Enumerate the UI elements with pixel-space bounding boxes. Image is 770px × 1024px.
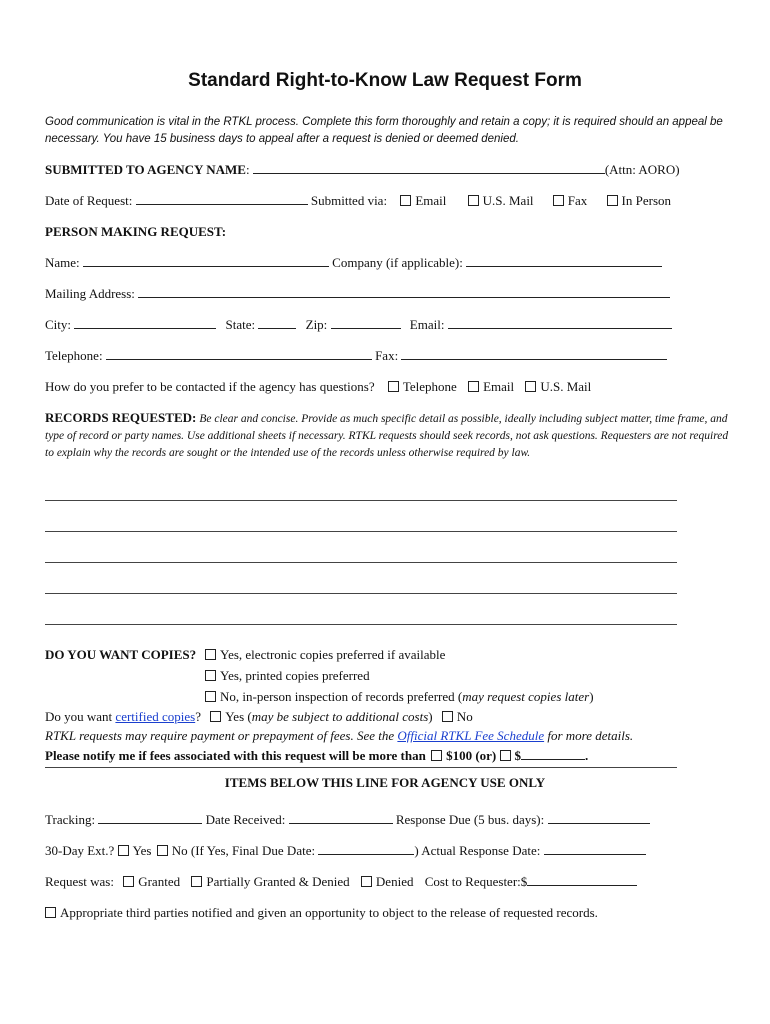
checkbox[interactable]	[45, 907, 56, 918]
intro-text: Good communication is vital in the RTKL process. Complete this form thoroughly and retain a copy; it is required should an appeal be necessary. You have 15 business days to appeal after a request is denied or deemed denied.	[45, 116, 723, 145]
city-field[interactable]	[74, 317, 216, 329]
records-section	[45, 410, 730, 461]
checkbox[interactable]	[361, 876, 372, 887]
checkbox[interactable]	[525, 381, 536, 392]
tracking-label: Tracking:	[45, 812, 96, 827]
mailing-row	[45, 286, 670, 302]
telephone-field[interactable]	[106, 348, 372, 360]
records-line-5[interactable]	[45, 624, 677, 625]
received-field[interactable]	[289, 812, 393, 824]
certified-no-option[interactable]: No	[442, 709, 473, 724]
via-mail-option[interactable]: U.S. Mail	[468, 193, 534, 208]
certified-copies-link[interactable]: certified copies	[115, 709, 196, 724]
zip-label: Zip:	[305, 317, 328, 332]
checkbox[interactable]	[388, 381, 399, 392]
checkbox[interactable]	[157, 845, 168, 856]
received-label: Date Received:	[205, 812, 286, 827]
date-field[interactable]	[136, 193, 308, 205]
contact-row	[45, 379, 591, 395]
name-field[interactable]	[83, 255, 329, 267]
via-fax-option[interactable]: Fax	[553, 193, 588, 208]
extension-yes-option[interactable]: Yes	[118, 843, 152, 858]
records-note: Be clear and concise. Provide as much specific detail as possible, ideally including subject matter, time frame, and type of record or party names. Use additional sheets if necessary. RTKL requests should seek records, not ask questions. Requesters are not required to explain why the records are sought or the intended use of the records unless otherwise required by law.	[45, 413, 729, 459]
company-label: Company (if applicable):	[332, 255, 463, 270]
extension-no-option[interactable]: No (If Yes, Final Due Date:	[157, 843, 315, 858]
agency-name-field[interactable]	[253, 162, 605, 174]
extension-row: 30-Day Ext.? Yes No (If Yes, Final Due Date: ) Actual Response Date:	[45, 843, 646, 859]
fax-label: Fax:	[375, 348, 399, 363]
agency-divider	[45, 767, 677, 768]
checkbox[interactable]	[500, 750, 511, 761]
phone-row	[45, 348, 667, 364]
date-row	[45, 193, 671, 209]
form-title: Standard Right-to-Know Law Request Form	[188, 70, 582, 91]
telephone-label: Telephone:	[45, 348, 103, 363]
fee-note: RTKL requests may require payment or prepayment of fees. See the Official RTKL Fee Schedule for more details.	[45, 728, 634, 743]
name-label: Name:	[45, 255, 80, 270]
certified-yes-option[interactable]: Yes (may be subject to additional costs)	[210, 709, 432, 724]
mailing-label: Mailing Address:	[45, 286, 135, 301]
state-field[interactable]	[258, 317, 296, 329]
checkbox[interactable]	[442, 711, 453, 722]
certified-row: Do you want certified copies? Yes (may be subject to additional costs) No	[45, 709, 473, 724]
agency-label: SUBMITTED TO AGENCY NAME	[45, 162, 246, 177]
name-row	[45, 255, 662, 271]
status-label: Request was:	[45, 874, 114, 889]
via-in-person-option[interactable]: In Person	[607, 193, 671, 208]
city-label: City:	[45, 317, 72, 332]
company-field[interactable]	[466, 255, 662, 267]
final-due-field[interactable]	[318, 843, 414, 855]
records-line-1[interactable]	[45, 500, 677, 501]
records-line-4[interactable]	[45, 593, 677, 594]
date-label: Date of Request:	[45, 193, 133, 208]
checkbox[interactable]	[553, 195, 564, 206]
records-heading: RECORDS REQUESTED:	[45, 410, 197, 425]
status-denied-option[interactable]: Denied	[361, 874, 414, 889]
checkbox[interactable]	[431, 750, 442, 761]
records-line-2[interactable]	[45, 531, 677, 532]
third-party-option[interactable]: Appropriate third parties notified and given an opportunity to object to the release of requested records.	[45, 905, 598, 921]
records-line-3[interactable]	[45, 562, 677, 563]
contact-telephone-option[interactable]: Telephone	[388, 379, 457, 394]
state-label: State:	[225, 317, 256, 332]
checkbox[interactable]	[205, 649, 216, 660]
contact-question: How do you prefer to be contacted if the agency has questions?	[45, 379, 375, 394]
tracking-row	[45, 812, 650, 828]
person-heading: PERSON MAKING REQUEST:	[45, 224, 227, 239]
via-email-option[interactable]: Email	[400, 193, 446, 208]
city-row	[45, 317, 672, 333]
email-field[interactable]	[448, 317, 672, 329]
mailing-address-field[interactable]	[138, 286, 670, 298]
cost-field[interactable]	[527, 874, 637, 886]
checkbox[interactable]	[210, 711, 221, 722]
checkbox[interactable]	[468, 195, 479, 206]
checkbox[interactable]	[205, 670, 216, 681]
via-label: Submitted via:	[310, 193, 388, 208]
due-field[interactable]	[548, 812, 650, 824]
fee-100-option[interactable]: $100 (or)	[431, 748, 496, 763]
copies-electronic-option[interactable]: Yes, electronic copies preferred if available	[205, 647, 445, 663]
checkbox[interactable]	[123, 876, 134, 887]
actual-response-field[interactable]	[544, 843, 646, 855]
contact-email-option[interactable]: Email	[468, 379, 514, 394]
email-label: Email:	[409, 317, 445, 332]
fee-amount-field[interactable]	[521, 748, 585, 760]
cost-label: Cost to Requester:$	[424, 874, 528, 889]
checkbox[interactable]	[118, 845, 129, 856]
checkbox[interactable]	[468, 381, 479, 392]
agency-use-heading: ITEMS BELOW THIS LINE FOR AGENCY USE ONLY	[224, 775, 546, 790]
checkbox[interactable]	[607, 195, 618, 206]
copies-inspection-option[interactable]: No, in-person inspection of records preferred (may request copies later)	[205, 689, 594, 705]
status-partial-option[interactable]: Partially Granted & Denied	[191, 874, 349, 889]
contact-mail-option[interactable]: U.S. Mail	[525, 379, 591, 394]
zip-field[interactable]	[331, 317, 401, 329]
checkbox[interactable]	[191, 876, 202, 887]
due-label: Response Due (5 bus. days):	[395, 812, 545, 827]
fax-field[interactable]	[401, 348, 667, 360]
status-granted-option[interactable]: Granted	[123, 874, 180, 889]
agency-colon: :	[245, 162, 250, 177]
actual-response-label: Actual Response Date:	[421, 843, 541, 858]
fee-schedule-link[interactable]: Official RTKL Fee Schedule	[397, 728, 545, 743]
agency-row	[45, 162, 680, 178]
checkbox[interactable]	[400, 195, 411, 206]
copies-printed-option[interactable]: Yes, printed copies preferred	[205, 668, 370, 684]
agency-attn: (Attn: AORO)	[604, 162, 680, 177]
copies-heading: DO YOU WANT COPIES?	[45, 647, 197, 662]
fee-notify-row: Please notify me if fees associated with this request will be more than $100 (or) $ .	[45, 748, 589, 763]
checkbox[interactable]	[205, 691, 216, 702]
tracking-field[interactable]	[98, 812, 202, 824]
extension-label: 30-Day Ext.?	[45, 843, 115, 858]
status-row	[45, 874, 637, 890]
fee-custom-option[interactable]: $ .	[500, 748, 589, 763]
